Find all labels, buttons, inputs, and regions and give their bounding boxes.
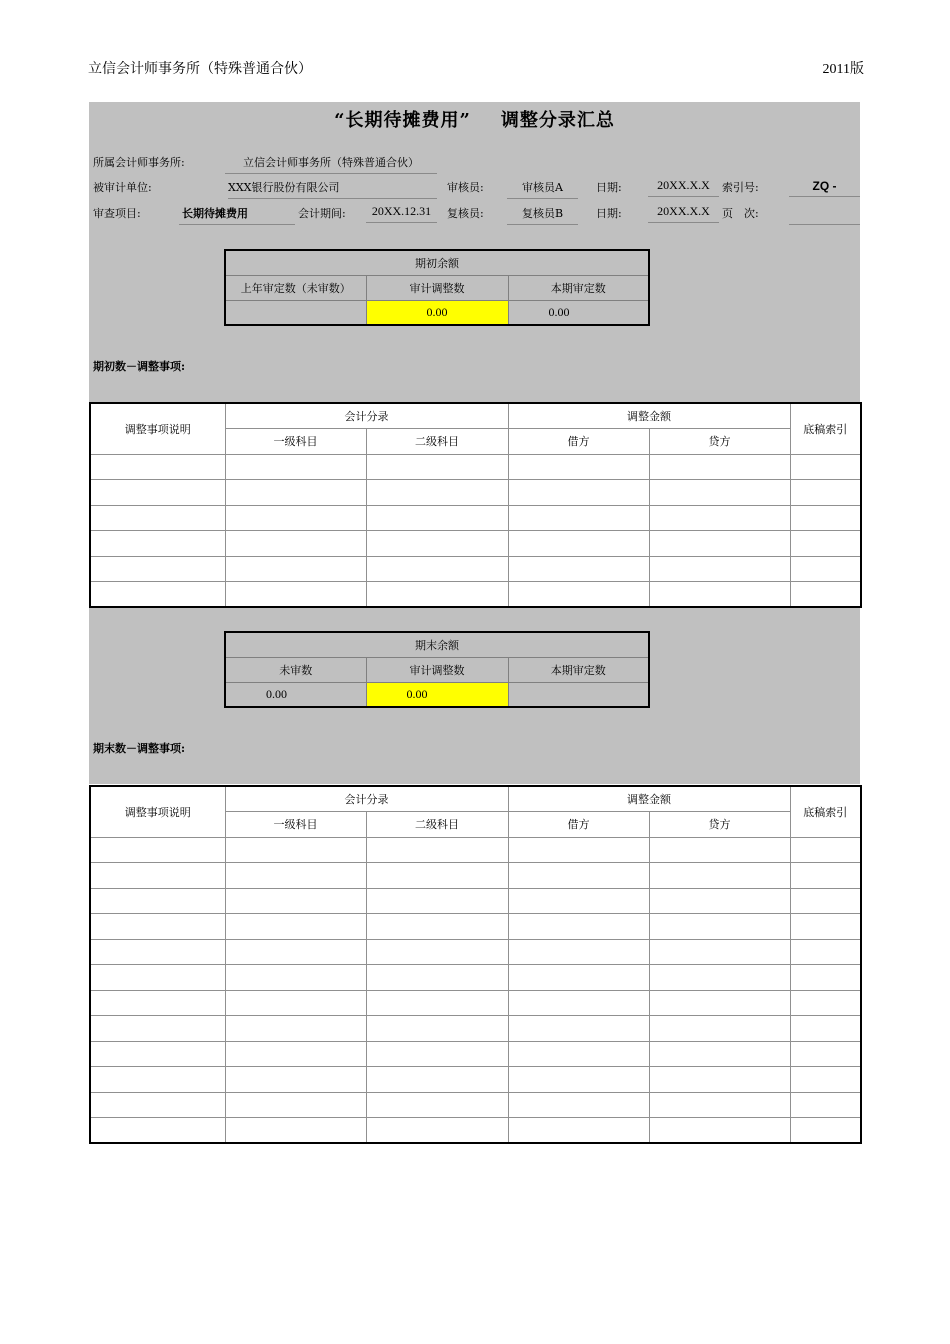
col-credit: 贷方	[649, 429, 790, 455]
header-version: 2011版	[822, 62, 864, 77]
closing-title: 期末余额	[225, 632, 649, 657]
col-debit: 借方	[508, 812, 649, 838]
table-row[interactable]	[90, 939, 861, 965]
document-title	[89, 106, 860, 132]
table-row[interactable]	[90, 505, 861, 531]
col-amount: 调整金额	[508, 403, 790, 429]
table-row[interactable]	[90, 1016, 861, 1042]
opening-adjust-value[interactable]: 0.00	[366, 300, 508, 325]
opening-col-audited: 本期审定数	[508, 275, 649, 300]
col-amount: 调整金额	[508, 786, 790, 812]
index-value[interactable]: ZQ -	[789, 179, 860, 197]
table-row[interactable]	[90, 1041, 861, 1067]
table-row[interactable]	[90, 480, 861, 506]
col-desc: 调整事项说明	[90, 403, 225, 454]
table-row[interactable]	[90, 1092, 861, 1118]
table-row[interactable]	[90, 914, 861, 940]
client-value[interactable]: XXX银行股份有限公司	[228, 179, 437, 199]
col-level2: 二级科目	[366, 812, 508, 838]
reviewer-label: 审核员:	[447, 181, 484, 194]
firm-value[interactable]: 立信会计师事务所（特殊普通合伙）	[225, 154, 437, 174]
opening-balance-table	[224, 249, 650, 326]
col-entry: 会计分录	[225, 403, 508, 429]
title-part2: 调整分录汇总	[500, 110, 615, 131]
table-row[interactable]	[90, 888, 861, 914]
page-value[interactable]	[789, 205, 860, 225]
page-header	[88, 58, 864, 78]
reviewer-value[interactable]: 审核员A	[507, 179, 578, 199]
table-row[interactable]	[90, 990, 861, 1016]
rechecker-label: 复核员:	[447, 207, 484, 220]
closing-adjust-value[interactable]: 0.00	[366, 682, 508, 707]
item-label: 审查项目:	[93, 207, 141, 220]
table-row[interactable]	[90, 965, 861, 991]
date2-value[interactable]: 20XX.X.X	[648, 204, 719, 223]
opening-title: 期初余额	[225, 250, 649, 275]
closing-unaudited-value[interactable]: 0.00	[225, 682, 366, 707]
closing-col-unaudited: 未审数	[225, 657, 366, 682]
closing-col-adjust: 审计调整数	[366, 657, 508, 682]
opening-prior-value[interactable]	[225, 300, 366, 325]
table-row[interactable]	[90, 582, 861, 608]
col-desc: 调整事项说明	[90, 786, 225, 837]
table-row[interactable]	[90, 1118, 861, 1144]
header-firm-name: 立信会计师事务所（特殊普通合伙）	[88, 61, 312, 77]
firm-label: 所属会计师事务所:	[93, 156, 185, 169]
col-ref: 底稿索引	[790, 403, 861, 454]
date2-label: 日期:	[596, 207, 622, 220]
col-credit: 贷方	[649, 812, 790, 838]
title-part1: “长期待摊费用”	[334, 110, 471, 131]
opening-audited-value[interactable]: 0.00	[508, 300, 649, 325]
col-level2: 二级科目	[366, 429, 508, 455]
item-value[interactable]: 长期待摊费用	[179, 205, 295, 225]
date-value[interactable]: 20XX.X.X	[648, 178, 719, 197]
table-row[interactable]	[90, 454, 861, 480]
opening-col-prior: 上年审定数（未审数）	[225, 275, 366, 300]
rechecker-value[interactable]: 复核员B	[507, 205, 578, 225]
client-label: 被审计单位:	[93, 181, 152, 194]
date-label: 日期:	[596, 181, 622, 194]
table-row[interactable]	[90, 556, 861, 582]
page-label: 页 次:	[722, 207, 759, 220]
col-level1: 一级科目	[225, 429, 366, 455]
closing-audited-value[interactable]	[508, 682, 649, 707]
col-entry: 会计分录	[225, 786, 508, 812]
period-label: 会计期间:	[298, 207, 346, 220]
closing-adjustments-label: 期末数－调整事项:	[93, 742, 186, 755]
col-level1: 一级科目	[225, 812, 366, 838]
opening-adjustments-label: 期初数－调整事项:	[93, 360, 186, 373]
closing-balance-table	[224, 631, 650, 708]
closing-col-audited: 本期审定数	[508, 657, 649, 682]
col-ref: 底稿索引	[790, 786, 861, 837]
closing-adjustments-table	[89, 785, 862, 1144]
table-row[interactable]	[90, 837, 861, 863]
opening-adjustments-table	[89, 402, 862, 608]
table-row[interactable]	[90, 531, 861, 557]
table-row[interactable]	[90, 863, 861, 889]
table-row[interactable]	[90, 1067, 861, 1093]
opening-col-adjust: 审计调整数	[366, 275, 508, 300]
col-debit: 借方	[508, 429, 649, 455]
period-value[interactable]: 20XX.12.31	[366, 204, 437, 223]
index-label: 索引号:	[722, 181, 759, 194]
